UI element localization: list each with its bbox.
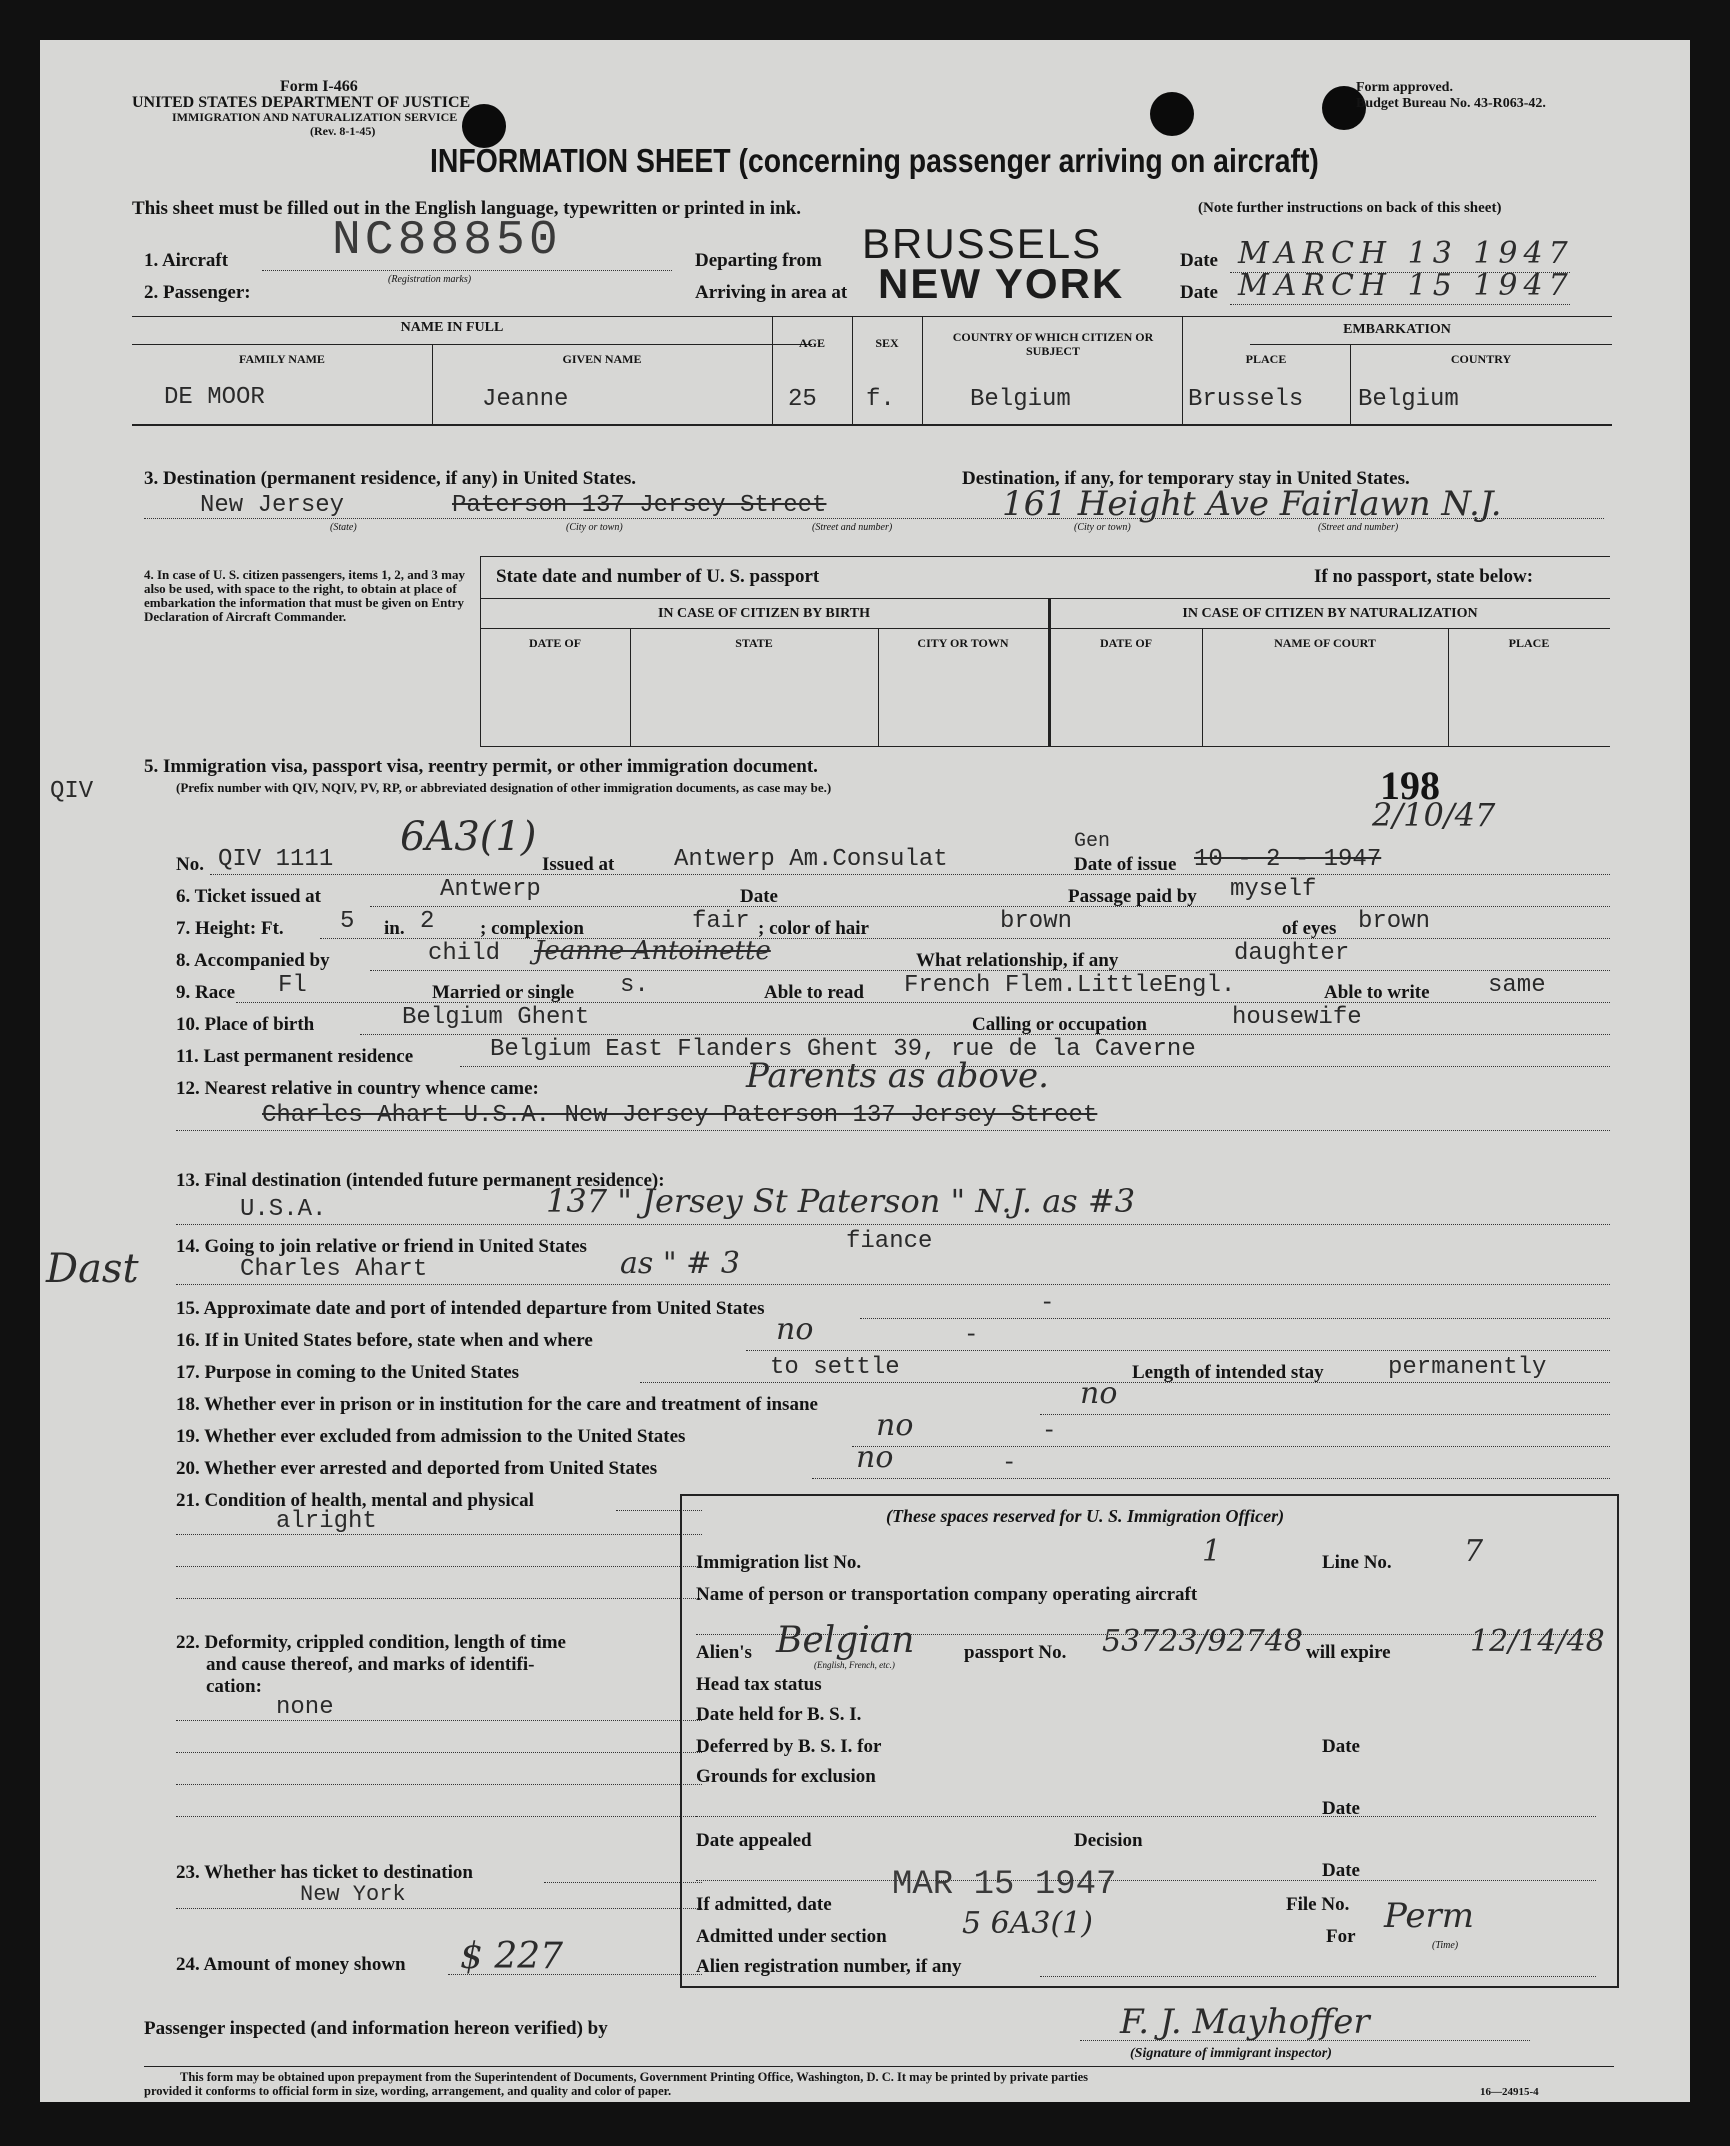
relationship-to-join: fiance	[846, 1228, 933, 1255]
purpose-label: 17. Purpose in coming to the United States	[176, 1362, 520, 1383]
form-approved: Form approved.	[1356, 80, 1453, 95]
eye-color: brown	[1358, 908, 1431, 935]
age: 25	[788, 386, 817, 413]
final-destination-country: U.S.A.	[240, 1196, 327, 1223]
excluded-handwritten: no	[876, 1408, 914, 1443]
occupation-label: Calling or occupation	[972, 1014, 1147, 1035]
sex-header: SEX	[875, 336, 899, 350]
stamp-198: 198	[1380, 763, 1440, 808]
relative-name: Charles Ahart	[240, 1256, 428, 1283]
ticket-date-label: Date	[740, 886, 778, 907]
relationship-label: What relationship, if any	[916, 950, 1119, 971]
relative-address-handwritten: as " # 3	[620, 1246, 740, 1281]
caption-city: (City or town)	[1074, 522, 1131, 533]
date-column: DATE OF	[528, 636, 582, 650]
money-shown: $ 227	[460, 1936, 564, 1977]
deported-handwritten: no	[856, 1440, 894, 1475]
expire-label: will expire	[1306, 1642, 1391, 1663]
alien-nationality: Belgian	[776, 1620, 915, 1661]
marital-label: Married or single	[432, 982, 575, 1003]
head-tax-label: Head tax status	[696, 1674, 822, 1695]
budget-bureau: Budget Bureau No. 43-R063-42.	[1356, 96, 1546, 111]
family-name-header: FAMILY NAME	[239, 352, 325, 366]
race: Fl	[278, 972, 307, 999]
prison-handwritten: no	[1080, 1376, 1118, 1411]
caption-city: (City or town)	[566, 522, 623, 533]
ticket-label: 6. Ticket issued at	[176, 886, 321, 907]
eye-color-label: of eyes	[1282, 918, 1337, 939]
deferred-label: Deferred by B. S. I. for	[696, 1736, 882, 1757]
departure-label: 15. Approximate date and port of intended departure from United States	[176, 1298, 765, 1319]
form-title: INFORMATION SHEET (concerning passenger arriving on aircraft)	[430, 142, 1319, 179]
inspector-signature: F. J. Mayhoffer	[1120, 2002, 1370, 2042]
margin-note: QIV	[50, 778, 94, 805]
admitted-section: 5 6A3(1)	[962, 1906, 1093, 1941]
signature-caption: (Signature of immigrant inspector)	[1130, 2046, 1332, 2061]
caption-street: (Street and number)	[812, 522, 893, 533]
issued-at-label: Issued at	[542, 854, 615, 875]
revision: (Rev. 8-1-45)	[310, 124, 376, 138]
place-of-birth: Belgium Ghent	[402, 1004, 590, 1031]
court-column: NAME OF COURT	[1274, 636, 1376, 650]
date-label: Date	[1180, 250, 1218, 271]
citizen-by-birth-header: IN CASE OF CITIZEN BY BIRTH	[657, 606, 871, 621]
write-label: Able to write	[1324, 982, 1430, 1003]
alien-label: Alien's	[696, 1642, 752, 1663]
date-column: DATE OF	[1099, 636, 1153, 650]
name-in-full-header: NAME IN FULL	[400, 320, 504, 335]
citizen-by-naturalization-header: IN CASE OF CITIZEN BY NATURALIZATION	[1182, 606, 1478, 621]
last-residence-label: 11. Last permanent residence	[176, 1046, 414, 1067]
department: UNITED STATES DEPARTMENT OF JUSTICE	[132, 94, 471, 111]
place-header: PLACE	[1245, 352, 1287, 366]
for-label: For	[1326, 1926, 1356, 1947]
visa-number: QIV 1111	[218, 846, 334, 873]
nearest-relative-label: 12. Nearest relative in country whence came:	[176, 1078, 539, 1099]
ticket-destination-label: 23. Whether has ticket to destination	[176, 1862, 473, 1883]
file-no-label: File No.	[1286, 1894, 1350, 1915]
aircraft-label: 1. Aircraft	[144, 250, 229, 271]
deferred-date-label: Date	[1322, 1736, 1360, 1757]
registration-label: Alien registration number, if any	[696, 1956, 962, 1977]
excluded-value: -	[1042, 1418, 1057, 1445]
passenger-label: 2. Passenger:	[144, 282, 251, 303]
officer-box-title: (These spaces reserved for U. S. Immigration Officer)	[886, 1506, 1285, 1526]
caption-street: (Street and number)	[1318, 522, 1399, 533]
arriving-label: Arriving in area at	[695, 282, 848, 303]
arriving-city: NEW YORK	[878, 260, 1125, 307]
service: IMMIGRATION AND NATURALIZATION SERVICE	[172, 110, 458, 124]
sex: f.	[866, 386, 895, 413]
previous-visit-label: 16. If in United States before, state when and where	[176, 1330, 593, 1351]
length-of-stay: permanently	[1388, 1354, 1547, 1381]
passport-number: 53723/92748	[1102, 1624, 1303, 1659]
company-label: Name of person or transportation company operating aircraft	[696, 1584, 1198, 1605]
passage-paid-by: myself	[1230, 876, 1317, 903]
passport-no-label: passport No.	[964, 1642, 1067, 1663]
citizenship: Belgium	[970, 386, 1071, 413]
destination-state: New Jersey	[200, 492, 345, 519]
final-destination-handwritten: 137 " Jersey St Paterson " N.J. as #3	[546, 1182, 1136, 1220]
nearest-relative-handwritten: Parents as above.	[746, 1056, 1049, 1096]
departing-label: Departing from	[695, 250, 822, 271]
complexion: fair	[692, 908, 750, 935]
age-header: AGE	[798, 336, 825, 350]
embarkation-country: Belgium	[1358, 386, 1459, 413]
health: alright	[276, 1508, 377, 1535]
punch-hole	[1150, 92, 1194, 136]
country-header: COUNTRY	[1450, 352, 1512, 366]
grounds-label: Grounds for exclusion	[696, 1766, 876, 1787]
destination-city-street: Paterson 137 Jersey Street	[452, 492, 827, 519]
height-label: 7. Height: Ft.	[176, 918, 284, 939]
last-residence: Belgium East Flanders Ghent 39, rue de la Caverne	[490, 1036, 1196, 1063]
height-in-label: in.	[384, 918, 405, 939]
marital-status: s.	[620, 972, 649, 999]
state-column: STATE	[735, 636, 773, 650]
instructions-left: This sheet must be filled out in the English language, typewritten or printed in ink.	[132, 198, 801, 219]
accompanied-label: 8. Accompanied by	[176, 950, 330, 971]
previous-visit-handwritten: no	[776, 1312, 814, 1347]
given-name-header: GIVEN NAME	[562, 352, 642, 366]
passport-label: State date and number of U. S. passport	[496, 566, 820, 587]
appealed-label: Date appealed	[696, 1830, 812, 1851]
handwritten-date: 2/10/47	[1372, 796, 1496, 834]
occupation: housewife	[1232, 1004, 1362, 1031]
passage-paid-label: Passage paid by	[1068, 886, 1197, 907]
registration-caption: (Registration marks)	[388, 274, 472, 285]
decision-label: Decision	[1074, 1830, 1143, 1851]
list-number: 1	[1202, 1534, 1222, 1569]
held-bsi-label: Date held for B. S. I.	[696, 1704, 862, 1725]
ticket-destination: New York	[300, 1882, 406, 1907]
no-passport-label: If no passport, state below:	[1314, 566, 1534, 587]
relationship: daughter	[1234, 940, 1350, 967]
form-code: 16—24915-4	[1480, 2086, 1539, 2098]
citizen-note: 4. In case of U. S. citizen passengers, items 1, 2, and 3 may also be used, with space to the right, to obtain at place of embarkation the information that must be given on Entry Declaration of Aircraft Commander.	[144, 567, 466, 624]
race-label: 9. Race	[176, 982, 236, 1003]
birthplace-label: 10. Place of birth	[176, 1014, 315, 1035]
deformity-label-3: cation:	[206, 1676, 262, 1697]
temp-destination-label: Destination, if any, for temporary stay in United States.	[962, 468, 1410, 489]
instructions-right: (Note further instructions on back of this sheet)	[1198, 200, 1502, 216]
languages-read: French Flem.LittleEngl.	[904, 972, 1236, 999]
aircraft-registration: NC88850	[332, 214, 562, 268]
deported-value: -	[1002, 1450, 1017, 1477]
health-label: 21. Condition of health, mental and physical	[176, 1490, 534, 1511]
form-number: Form I-466	[280, 78, 358, 95]
footer-line-2: provided it conforms to official form in size, wording, arrangement, and quality and color of paper.	[144, 2084, 672, 2098]
ticket-issued-at: Antwerp	[440, 876, 541, 903]
height-inches: 2	[420, 908, 435, 935]
given-name: Jeanne	[482, 386, 569, 413]
decision-date-label: Date	[1322, 1860, 1360, 1881]
section-label: Admitted under section	[696, 1926, 887, 1947]
departure-value: -	[1040, 1290, 1055, 1317]
deformity: none	[276, 1694, 334, 1721]
family-name: DE MOOR	[164, 384, 265, 411]
date-of-issue-label: Date of issue	[1074, 854, 1177, 875]
admitted-for: Perm	[1384, 1896, 1474, 1936]
list-no-label: Immigration list No.	[696, 1552, 862, 1573]
line-no-label: Line No.	[1322, 1552, 1392, 1573]
destination-label: 3. Destination (permanent residence, if any) in United States.	[144, 468, 637, 489]
visa-issued-at: Antwerp Am.Consulat	[674, 846, 948, 873]
languages-write: same	[1488, 972, 1546, 999]
complexion-label: ; complexion	[480, 918, 584, 939]
line-number: 7	[1464, 1534, 1484, 1569]
previous-visit-value: -	[964, 1322, 979, 1349]
excluded-label: 19. Whether ever excluded from admission to the United States	[176, 1426, 686, 1447]
date-of-issue: 10 - 2 - 1947	[1194, 846, 1382, 873]
deformity-label-1: 22. Deformity, crippled condition, length of time	[176, 1632, 566, 1653]
visa-class-handwritten: 6A3(1)	[400, 814, 537, 860]
visa-label: 5. Immigration visa, passport visa, reentry permit, or other immigration document.	[144, 756, 818, 777]
nearest-relative: Charles Ahart U.S.A. New Jersey Paterson 137 Jersey Street	[262, 1102, 1098, 1129]
join-relative-label: 14. Going to join relative or friend in United States	[176, 1236, 587, 1257]
consulate-general-note: Gen	[1074, 830, 1111, 853]
prison-label: 18. Whether ever in prison or in institution for the care and treatment of insane	[176, 1394, 818, 1415]
margin-handwriting: Dast	[46, 1246, 139, 1292]
money-label: 24. Amount of money shown	[176, 1954, 406, 1975]
departing-city: BRUSSELS	[862, 220, 1103, 267]
height-feet: 5	[340, 908, 355, 935]
length-of-stay-label: Length of intended stay	[1132, 1362, 1324, 1383]
footer-line-1: This form may be obtained upon prepayment from the Superintendent of Documents, Government Printing Office, Washington, D. C. It may be printed by private parties	[180, 2070, 1088, 2084]
visa-no-label: No.	[176, 854, 204, 875]
city-column: CITY OR TOWN	[917, 636, 1009, 650]
visa-instructions: (Prefix number with QIV, NQIV, PV, RP, or abbreviated designation of other immigration documents, as case may be.)	[176, 780, 832, 795]
departure-date: MARCH 13 1947	[1238, 236, 1574, 271]
deported-label: 20. Whether ever arrested and deported from United States	[176, 1458, 658, 1479]
deformity-label-2: and cause thereof, and marks of identifi-	[206, 1654, 535, 1675]
citizen-country-header: COUNTRY OF WHICH CITIZEN OR SUBJECT	[952, 330, 1154, 358]
read-label: Able to read	[764, 982, 864, 1003]
hair-color: brown	[1000, 908, 1073, 935]
embarkation-place: Brussels	[1188, 386, 1304, 413]
place-column: PLACE	[1508, 636, 1550, 650]
hair-color-label: ; color of hair	[758, 918, 869, 939]
expire-date: 12/14/48	[1470, 1624, 1605, 1659]
alien-caption: (English, French, etc.)	[814, 1660, 895, 1670]
inspected-label: Passenger inspected (and information hereon verified) by	[144, 2018, 608, 2039]
arrival-date: MARCH 15 1947	[1238, 268, 1574, 303]
caption-state: (State)	[330, 522, 357, 533]
admitted-date-label: If admitted, date	[696, 1894, 832, 1915]
purpose: to settle	[770, 1354, 900, 1381]
form-sheet	[40, 40, 1690, 2102]
time-caption: (Time)	[1432, 1940, 1459, 1951]
accompanied-by: child	[428, 940, 501, 967]
accompanied-name-handwritten: Jeanne Antoinette	[534, 936, 771, 966]
grounds-date-label: Date	[1322, 1798, 1360, 1819]
final-destination-label: 13. Final destination (intended future permanent residence):	[176, 1170, 665, 1191]
date-label: Date	[1180, 282, 1218, 303]
embarkation-header: EMBARKATION	[1343, 322, 1451, 337]
temp-destination-handwritten: 161 Height Ave Fairlawn N.J.	[1002, 484, 1502, 524]
admitted-date-stamp: MAR 15 1947	[892, 1866, 1117, 1904]
